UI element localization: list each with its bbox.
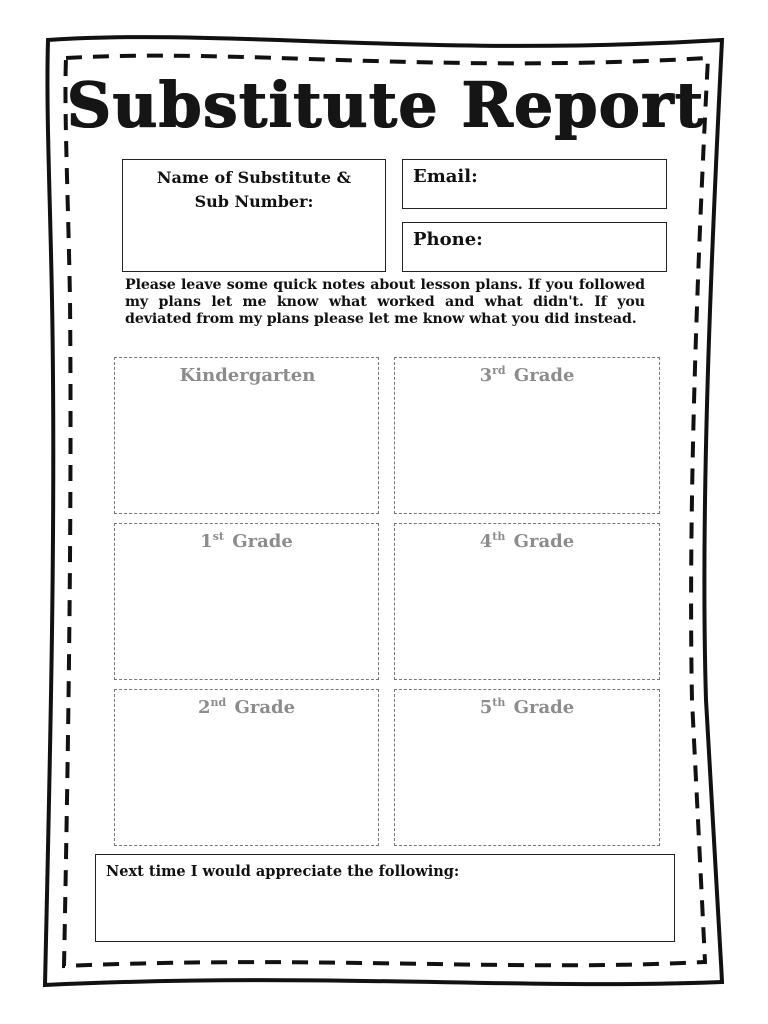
grade-box-1st[interactable] bbox=[114, 523, 379, 680]
grade-box-2nd[interactable] bbox=[114, 689, 379, 846]
grade-label: 2nd Grade bbox=[197, 696, 296, 718]
grade-label: 3rd Grade bbox=[479, 364, 575, 386]
instructions-text: Please leave some quick notes about lesson plans. If you followed my plans let me know what worked and what didn't. If you deviated from my plans please let me know what you did instead. bbox=[125, 277, 645, 327]
grade-label: Kindergarten bbox=[179, 365, 316, 386]
substitute-name-label: Name of Substitute & Sub Number: bbox=[156, 168, 352, 211]
grade-box-kindergarten[interactable] bbox=[114, 357, 379, 514]
next-time-label: Next time I would appreciate the following: bbox=[106, 863, 460, 880]
grade-label: 4th Grade bbox=[479, 530, 575, 552]
next-time-box[interactable] bbox=[95, 854, 675, 942]
grade-box-4th[interactable] bbox=[394, 523, 660, 680]
email-label: Email: bbox=[413, 166, 478, 187]
substitute-name-box[interactable] bbox=[122, 159, 386, 272]
phone-label: Phone: bbox=[413, 229, 483, 250]
grade-label: 5th Grade bbox=[479, 696, 575, 718]
email-box[interactable] bbox=[402, 159, 667, 209]
grade-box-3rd[interactable] bbox=[394, 357, 660, 514]
phone-box[interactable] bbox=[402, 222, 667, 272]
grade-label: 1st Grade bbox=[200, 530, 293, 552]
grade-box-5th[interactable] bbox=[394, 689, 660, 846]
page-title: Substitute Report bbox=[66, 68, 704, 141]
